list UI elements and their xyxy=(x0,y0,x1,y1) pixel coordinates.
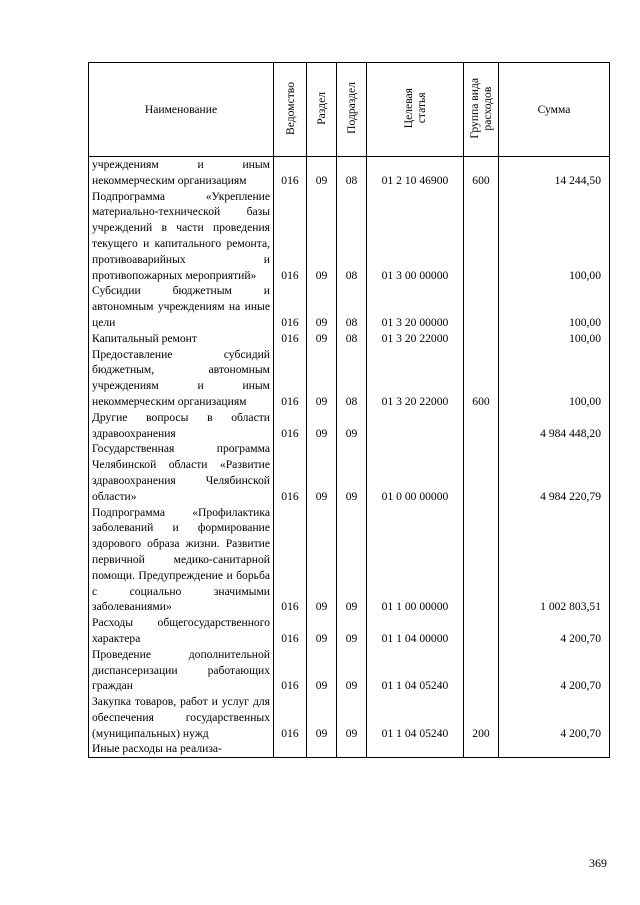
cell-celevaya: 01 0 00 00000 xyxy=(367,441,464,504)
cell-ved: 016 xyxy=(274,505,307,616)
cell-summa xyxy=(499,741,610,757)
page-number: 369 xyxy=(589,856,607,870)
cell-name: Расходы общегосударственного характера xyxy=(89,615,274,647)
cell-gruppa xyxy=(464,647,499,694)
cell-ved: 016 xyxy=(274,331,307,347)
cell-gruppa: 600 xyxy=(464,347,499,410)
header-name: Наименование xyxy=(89,63,274,157)
cell-name: Подпрограмма «Профилактика заболеваний и формирование здорового образа жизни. Развитие первичной медико-санитарной помощи. Предупреждение и борьба с социально значимыми заболеваниями» xyxy=(89,505,274,616)
cell-name: Закупка товаров, работ и услуг для обеспечения государственных (муниципальных) нужд xyxy=(89,694,274,741)
cell-ved: 016 xyxy=(274,441,307,504)
cell-celevaya: 01 1 04 05240 xyxy=(367,647,464,694)
cell-ved: 016 xyxy=(274,647,307,694)
header-razdel: Раздел xyxy=(307,63,337,157)
cell-razdel: 09 xyxy=(307,283,337,330)
cell-name: Предоставление субсидий бюджетным, автономным учреждениям и иным некоммерческим организациям xyxy=(89,347,274,410)
cell-celevaya: 01 3 20 00000 xyxy=(367,283,464,330)
cell-celevaya xyxy=(367,741,464,757)
cell-summa: 4 200,70 xyxy=(499,647,610,694)
table-row xyxy=(89,505,610,616)
cell-summa: 100,00 xyxy=(499,347,610,410)
cell-razdel: 09 xyxy=(307,157,337,189)
cell-celevaya: 01 3 20 22000 xyxy=(367,347,464,410)
table-row xyxy=(89,283,610,330)
cell-gruppa xyxy=(464,283,499,330)
cell-summa: 4 984 220,79 xyxy=(499,441,610,504)
cell-name: Субсидии бюджетным и автономным учреждениям на иные цели xyxy=(89,283,274,330)
cell-podrazdel: 09 xyxy=(337,615,367,647)
cell-razdel: 09 xyxy=(307,615,337,647)
table-row xyxy=(89,741,610,757)
cell-summa: 4 200,70 xyxy=(499,694,610,741)
table-row xyxy=(89,410,610,442)
cell-podrazdel: 08 xyxy=(337,347,367,410)
cell-razdel: 09 xyxy=(307,647,337,694)
cell-name: Другие вопросы в области здравоохранения xyxy=(89,410,274,442)
table-row xyxy=(89,441,610,504)
cell-podrazdel: 09 xyxy=(337,441,367,504)
cell-celevaya: 01 3 00 00000 xyxy=(367,189,464,284)
cell-podrazdel: 09 xyxy=(337,647,367,694)
table-row xyxy=(89,615,610,647)
table-row xyxy=(89,647,610,694)
cell-ved: 016 xyxy=(274,157,307,189)
cell-podrazdel: 08 xyxy=(337,189,367,284)
table-row xyxy=(89,347,610,410)
cell-summa: 100,00 xyxy=(499,283,610,330)
cell-podrazdel xyxy=(337,741,367,757)
cell-celevaya: 01 2 10 46900 xyxy=(367,157,464,189)
cell-gruppa xyxy=(464,410,499,442)
cell-gruppa xyxy=(464,331,499,347)
cell-summa: 1 002 803,51 xyxy=(499,505,610,616)
cell-gruppa xyxy=(464,189,499,284)
header-row xyxy=(89,63,610,157)
cell-razdel xyxy=(307,741,337,757)
cell-razdel: 09 xyxy=(307,441,337,504)
table-row xyxy=(89,331,610,347)
cell-ved: 016 xyxy=(274,410,307,442)
cell-ved: 016 xyxy=(274,694,307,741)
cell-gruppa xyxy=(464,505,499,616)
cell-ved: 016 xyxy=(274,283,307,330)
cell-name: Проведение дополнительной диспансеризации работающих граждан xyxy=(89,647,274,694)
table-body xyxy=(89,157,610,758)
cell-razdel: 09 xyxy=(307,347,337,410)
header-vedomstvo: Ведомство xyxy=(274,63,307,157)
cell-podrazdel: 08 xyxy=(337,157,367,189)
cell-razdel: 09 xyxy=(307,505,337,616)
cell-summa: 4 200,70 xyxy=(499,615,610,647)
cell-ved: 016 xyxy=(274,615,307,647)
cell-gruppa xyxy=(464,441,499,504)
cell-podrazdel: 08 xyxy=(337,331,367,347)
header-gruppa-vida-rashodov: Группа вида расходов xyxy=(464,63,499,157)
header-summa: Сумма xyxy=(499,63,610,157)
header-podrazdel: Подраздел xyxy=(337,63,367,157)
cell-gruppa: 600 xyxy=(464,157,499,189)
cell-ved: 016 xyxy=(274,347,307,410)
cell-gruppa: 200 xyxy=(464,694,499,741)
cell-razdel: 09 xyxy=(307,694,337,741)
cell-celevaya: 01 3 20 22000 xyxy=(367,331,464,347)
cell-name: Государственная программа Челябинской области «Развитие здравоохранения Челябинской области» xyxy=(89,441,274,504)
cell-gruppa xyxy=(464,741,499,757)
cell-summa: 14 244,50 xyxy=(499,157,610,189)
cell-name: учреждениям и иным некоммерческим организациям xyxy=(89,157,274,189)
cell-gruppa xyxy=(464,615,499,647)
cell-summa: 100,00 xyxy=(499,189,610,284)
table-row xyxy=(89,694,610,741)
table-row xyxy=(89,157,610,189)
cell-name: Иные расходы на реализа- xyxy=(89,741,274,757)
cell-name: Подпрограмма «Укрепление материально-технической базы учреждений в части проведения текущего и капитального ремонта, противоаварийных и противопожарных мероприятий» xyxy=(89,189,274,284)
cell-ved xyxy=(274,741,307,757)
cell-razdel: 09 xyxy=(307,410,337,442)
cell-summa: 100,00 xyxy=(499,331,610,347)
cell-celevaya: 01 1 04 05240 xyxy=(367,694,464,741)
cell-ved: 016 xyxy=(274,189,307,284)
cell-celevaya xyxy=(367,410,464,442)
table-row xyxy=(89,189,610,284)
cell-podrazdel: 09 xyxy=(337,694,367,741)
cell-podrazdel: 09 xyxy=(337,505,367,616)
cell-podrazdel: 09 xyxy=(337,410,367,442)
cell-celevaya: 01 1 04 00000 xyxy=(367,615,464,647)
header-celevaya-statya: Целевая статья xyxy=(367,63,464,157)
cell-summa: 4 984 448,20 xyxy=(499,410,610,442)
cell-celevaya: 01 1 00 00000 xyxy=(367,505,464,616)
cell-podrazdel: 08 xyxy=(337,283,367,330)
cell-name: Капитальный ремонт xyxy=(89,331,274,347)
cell-razdel: 09 xyxy=(307,331,337,347)
budget-table xyxy=(88,62,610,758)
cell-razdel: 09 xyxy=(307,189,337,284)
